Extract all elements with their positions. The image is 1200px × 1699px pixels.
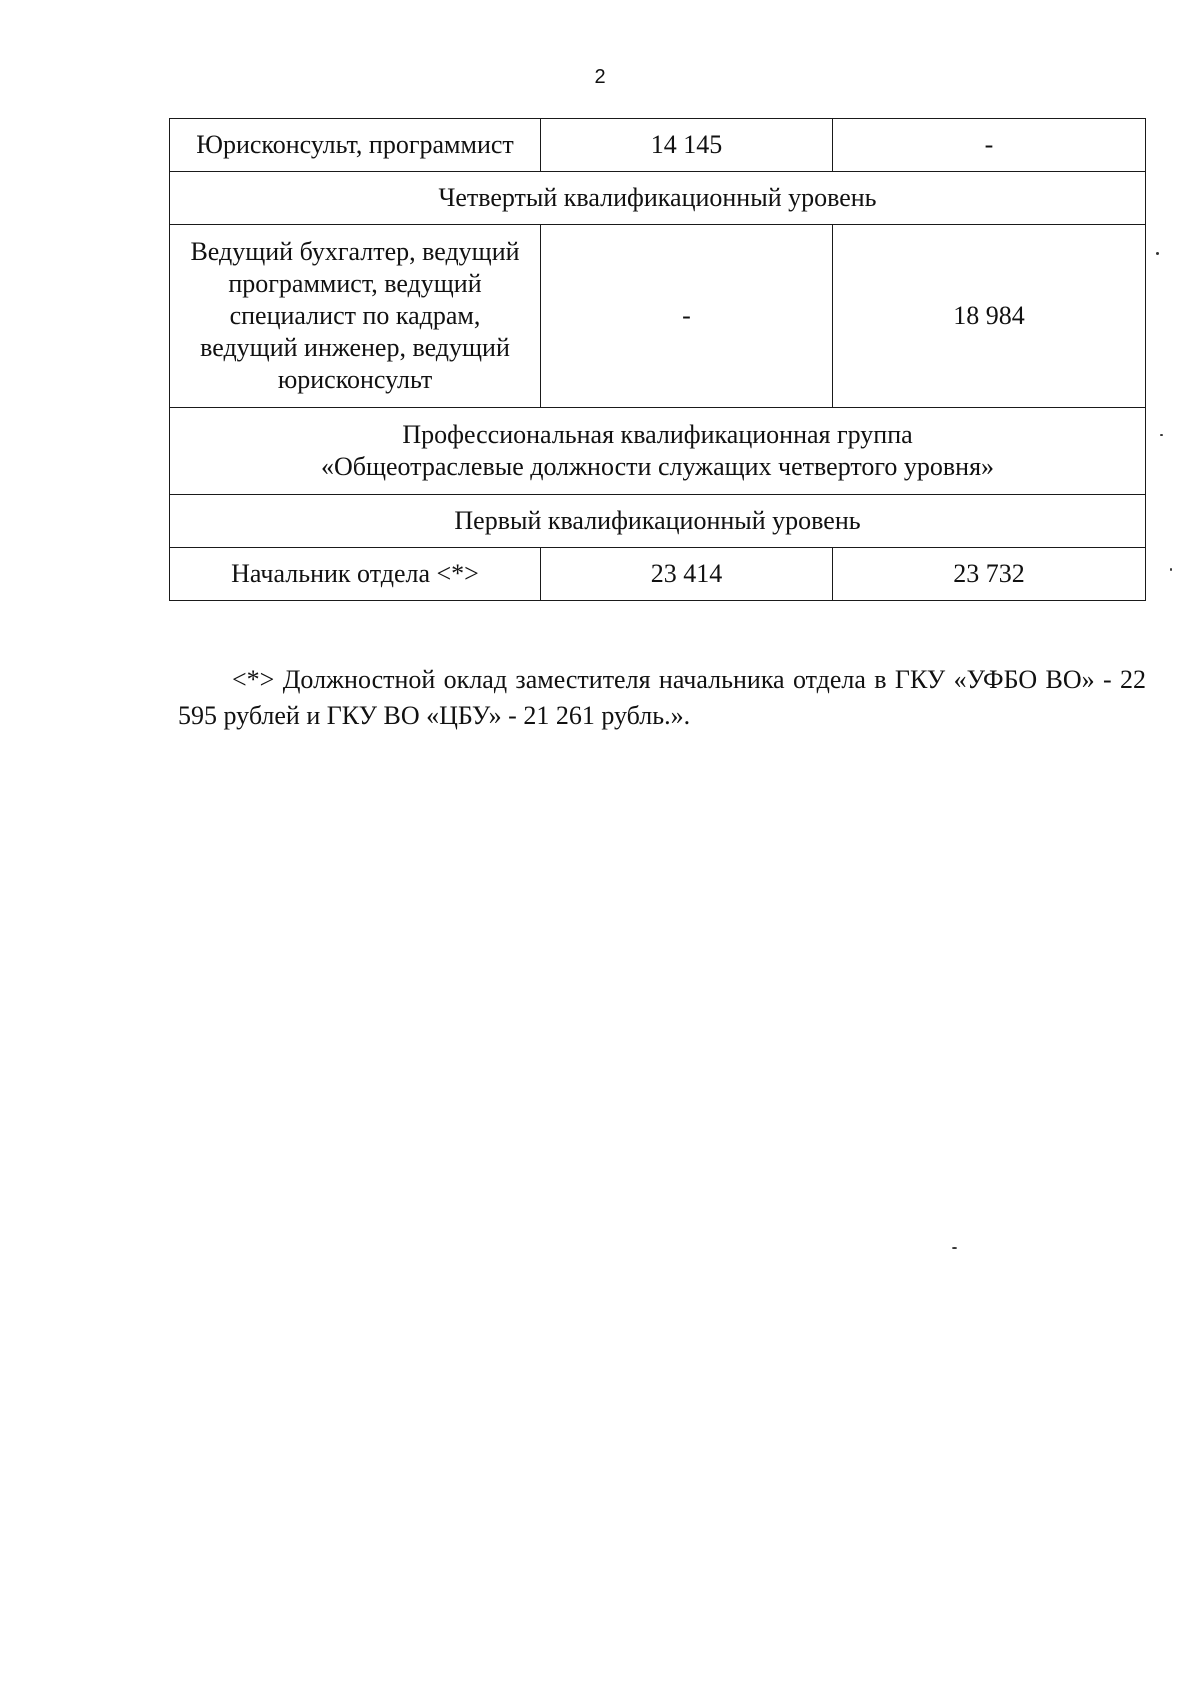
page-number: 2 bbox=[594, 66, 606, 88]
scan-speck bbox=[952, 1247, 957, 1249]
position-cell bbox=[170, 225, 541, 408]
scan-speck bbox=[1160, 434, 1163, 436]
table-row bbox=[170, 172, 1146, 225]
qualification-level-header: Первый квалификационный уровень bbox=[170, 495, 1146, 548]
position-line: юрисконсульт bbox=[277, 365, 433, 394]
salary-cell: 23 732 bbox=[833, 548, 1146, 601]
group-name-line: «Общеотраслевые должности служащих четвертого уровня» bbox=[320, 452, 995, 481]
group-title-line: Профессиональная квалификационная группа bbox=[402, 420, 913, 449]
table-row bbox=[170, 225, 1146, 408]
salary-cell: 18 984 bbox=[833, 225, 1146, 408]
scan-speck bbox=[1170, 568, 1172, 571]
footnote: <*> Должностной оклад заместителя начальника отдела в ГКУ «УФБО ВО» - 22 595 рублей и ГКУ ВО «ЦБУ» - 21 261 рубль.». bbox=[178, 665, 1146, 730]
position-cell: Начальник отдела <*> bbox=[170, 548, 541, 601]
position-line: Ведущий бухгалтер, ведущий bbox=[190, 237, 520, 266]
salary-table bbox=[169, 118, 1146, 601]
table-row bbox=[170, 548, 1146, 601]
scan-speck bbox=[1156, 252, 1159, 255]
position-line: специалист по кадрам, bbox=[229, 301, 481, 330]
salary-cell: 14 145 bbox=[541, 119, 833, 172]
position-cell: Юрисконсульт, программист bbox=[170, 119, 541, 172]
salary-cell: - bbox=[541, 225, 833, 408]
position-line: программист, ведущий bbox=[228, 269, 482, 298]
position-line: ведущий инженер, ведущий bbox=[200, 333, 510, 362]
qualification-level-header: Четвертый квалификационный уровень bbox=[170, 172, 1146, 225]
table-row bbox=[170, 408, 1146, 495]
salary-cell: 23 414 bbox=[541, 548, 833, 601]
professional-group-header bbox=[170, 408, 1146, 495]
table-row bbox=[170, 495, 1146, 548]
salary-cell: - bbox=[833, 119, 1146, 172]
table-row bbox=[170, 119, 1146, 172]
